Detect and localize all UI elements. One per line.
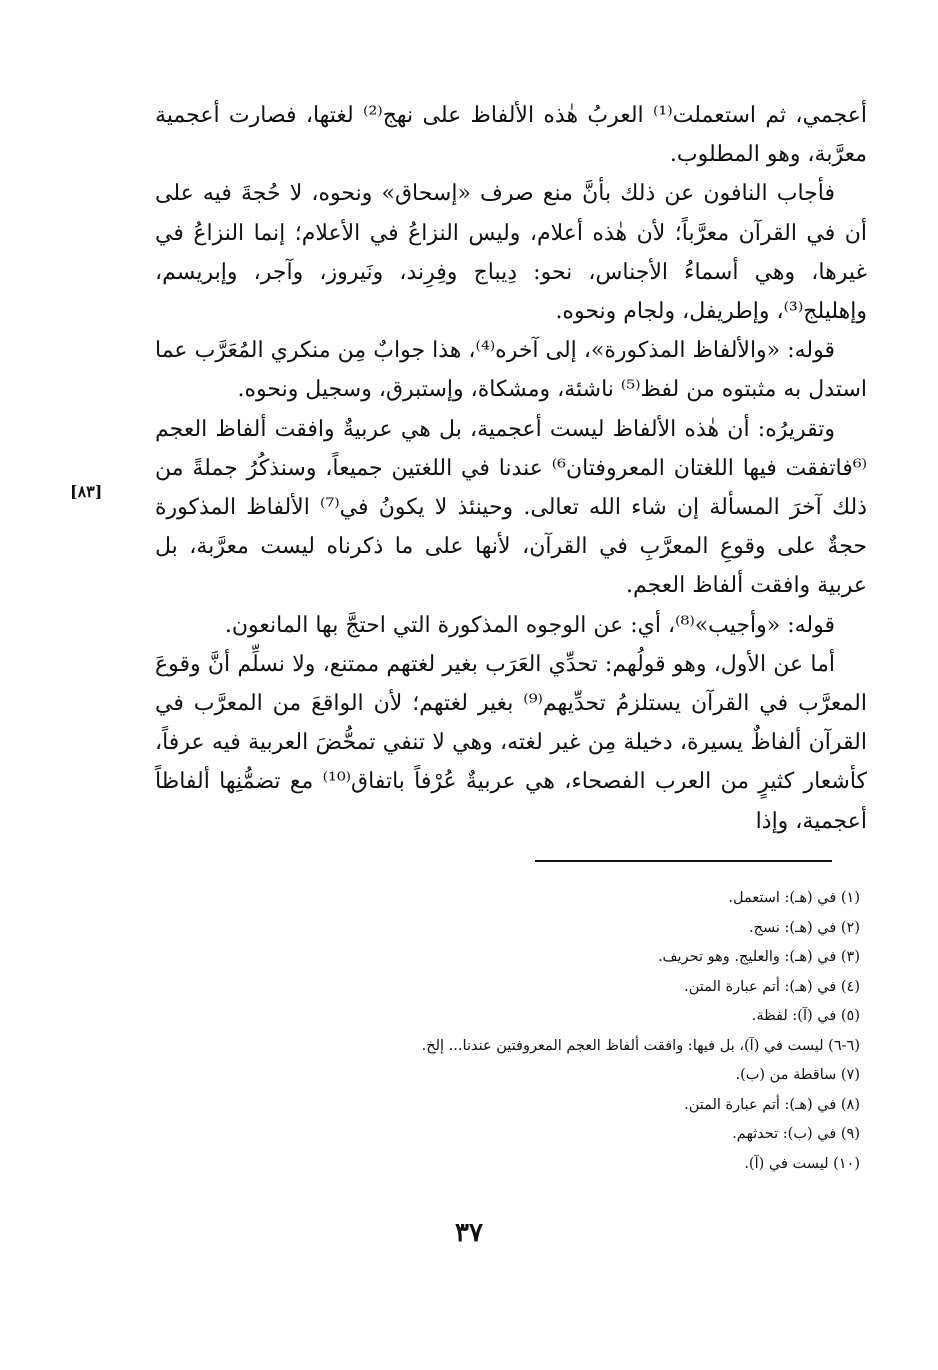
margin-page-reference: [٨٣] [70, 482, 103, 501]
footnote: (٢) في (هـ): نسج. [748, 919, 860, 936]
footnote: (٦-٦) ليست في (آ)، بل فيها: وافقت ألفاظ العجم المعروفتين عندنا... إلخ. [421, 1037, 860, 1054]
footnote: (٨) في (هـ): أتم عبارة المتن. [684, 1096, 860, 1113]
footnote: (١) في (هـ): استعمل. [728, 890, 860, 906]
paragraph: فأجاب النافون عن ذلك بأنَّ منع صرف «إسحاق» ونحوه، لا حُجةَ فيه على أن في القرآن معرَّباً؛ لأن هٰذه أعلام، وليس النزاعُ في الأعلام؛ إنما النزاعُ في غيرها، وهي أسماءُ الأجناس، نحو: دِيباج وفِرِند، ونَيروز، وآجر، وإبريسم، وإهليلج⁽³⁾، وإطريفل، ولجام ونحوه. [155, 181, 867, 325]
paragraph: قوله: «وأجيب»⁽⁸⁾، أي: عن الوجوه المذكورة التي احتجَّ بها المانعون. [224, 612, 835, 638]
footnote: (٧) ساقطة من (ب). [735, 1067, 860, 1083]
footnote: (٩) في (ب): تحدثهم. [732, 1126, 860, 1142]
page-number: ٣٧ [455, 1218, 483, 1248]
paragraph: قوله: «والألفاظ المذكورة»، إلى آخره⁽⁴⁾، هذا جوابٌ مِن منكري المُعَرَّب عما استدل به مثبتوه من لفظ⁽⁵⁾ ناشئة، ومشكاة، وإستبرق، وسجيل ونحوه. [155, 338, 867, 403]
footnote: (٥) في (آ): لفظة. [751, 1008, 860, 1024]
footnote: (٣) في (هـ): والعليج. وهو تحريف. [657, 949, 860, 965]
footnotes [300, 884, 860, 1179]
paragraph: وتقريرُه: أن هٰذه الألفاظ ليست أعجمية، بل هي عربيةٌ وافقت ألفاظ العجم ⁽⁶فاتفقت فيها اللغتان المعروفتان⁶⁾ عندنا في اللغتين جميعاً، وسنذكُرُ جملةً من ذلك آخرَ المسألة إن شاء الله تعالى. وحينئذ لا يكونُ في⁽⁷⁾ الألفاظ المذكورة حجةٌ على وقوعِ المعرَّبِ في القرآن، لأنها على ما ذكرناه ليست معرَّبة، بل عربية وافقت ألفاظ العجم. [155, 416, 867, 599]
footnote: (٤) في (هـ): أتم عبارة المتن. [684, 978, 860, 995]
paragraph: أما عن الأول، وهو قولُهم: تحدِّي العَرَب بغير لغتهم ممتنع، ولا نسلِّم أنَّ وقوعَ المعرَّب في القرآن يستلزمُ تحدِّيهم⁽⁹⁾ بغير لغتهم؛ لأن الواقعَ من المعرَّب في القرآن ألفاظٌ يسيرة، دخيلة مِن غير لغته، وهي لا تنفي تمحُّضَ العربية فيه عرفاً، كأشعار كثيرٍ من العرب الفصحاء، هي عربيةٌ عُرْفاً باتفاق⁽¹⁰⁾ مع تضمُّنِها ألفاظاً أعجمية، وإذا [155, 651, 868, 834]
paragraph: أعجمي، ثم استعملت⁽¹⁾ العربُ هٰذه الألفاظ على نهج⁽²⁾ لغتها، فصارت أعجمية معرَّبة، وهو المطلوب. [155, 103, 867, 168]
footnote: (١٠) ليست في (آ). [744, 1155, 860, 1172]
main-text [155, 96, 867, 841]
footnote-separator [535, 860, 832, 862]
